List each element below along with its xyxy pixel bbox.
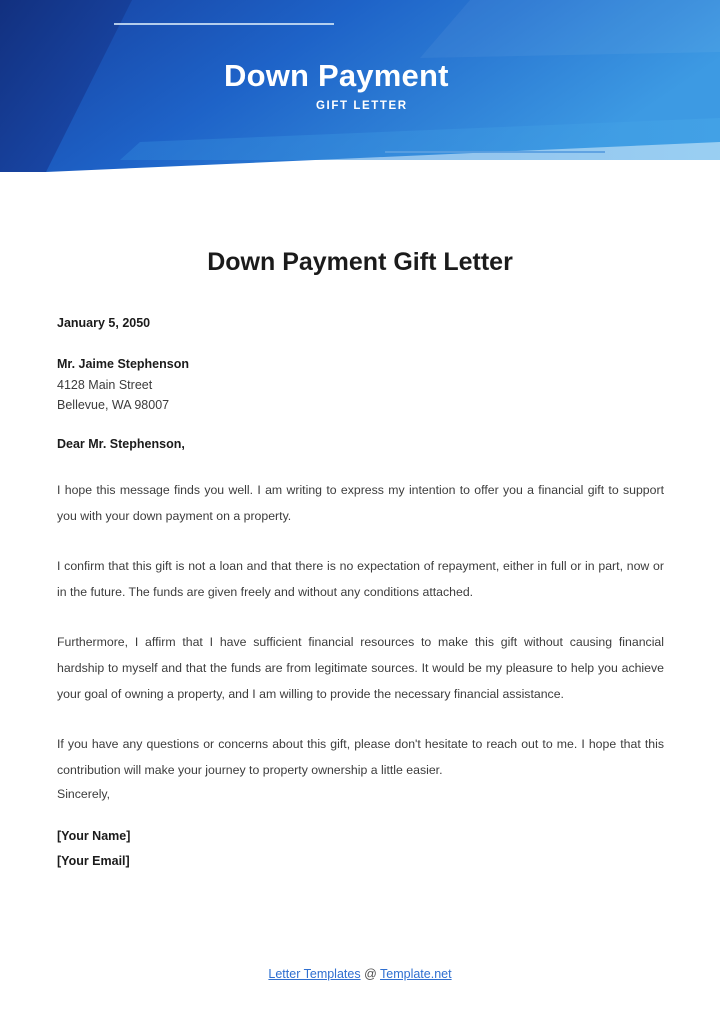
signature-name-placeholder: [Your Name] — [57, 829, 131, 843]
paragraph-4: If you have any questions or concerns about this gift, please don't hesitate to reach out to me. I hope that this contribution will make your journey to property ownership a little easier. — [57, 737, 664, 777]
banner-title: Down Payment — [224, 58, 449, 93]
banner-subtitle: GIFT LETTER — [316, 100, 408, 112]
letter-date: January 5, 2050 — [57, 316, 151, 330]
page-title: Down Payment Gift Letter — [207, 248, 513, 276]
paragraph-2: I confirm that this gift is not a loan and that there is no expectation of repayment, either in full or in part, now or in the future. The funds are given freely and without any conditions attached. — [57, 559, 664, 599]
signature-email-placeholder: [Your Email] — [57, 854, 130, 868]
footer — [0, 967, 720, 981]
paragraph-3: Furthermore, I affirm that I have sufficient financial resources to make this gift without causing financial hardship to myself and that the funds are from legitimate sources. It would be my pleasure to help you achieve your goal of owning a property, and I am willing to provide the necessary financial assistance. — [57, 635, 664, 701]
recipient-city-state-zip: Bellevue, WA 98007 — [57, 398, 170, 412]
header-banner — [0, 0, 720, 178]
letter-body — [57, 316, 664, 879]
recipient-street: 4128 Main Street — [57, 378, 153, 392]
recipient-block — [57, 357, 664, 412]
footer-separator: @ — [360, 967, 381, 981]
paragraph-1: I hope this message finds you well. I am writing to express my intention to offer you a financial gift to support you with your down payment on a property. — [57, 483, 664, 523]
salutation: Dear Mr. Stephenson, — [57, 437, 185, 451]
recipient-name: Mr. Jaime Stephenson — [57, 357, 189, 371]
footer-link-template-net[interactable]: Template.net — [380, 967, 452, 981]
banner-shapes — [0, 0, 720, 178]
closing: Sincerely, — [57, 787, 111, 801]
footer-link-letter-templates[interactable]: Letter Templates — [268, 967, 361, 981]
